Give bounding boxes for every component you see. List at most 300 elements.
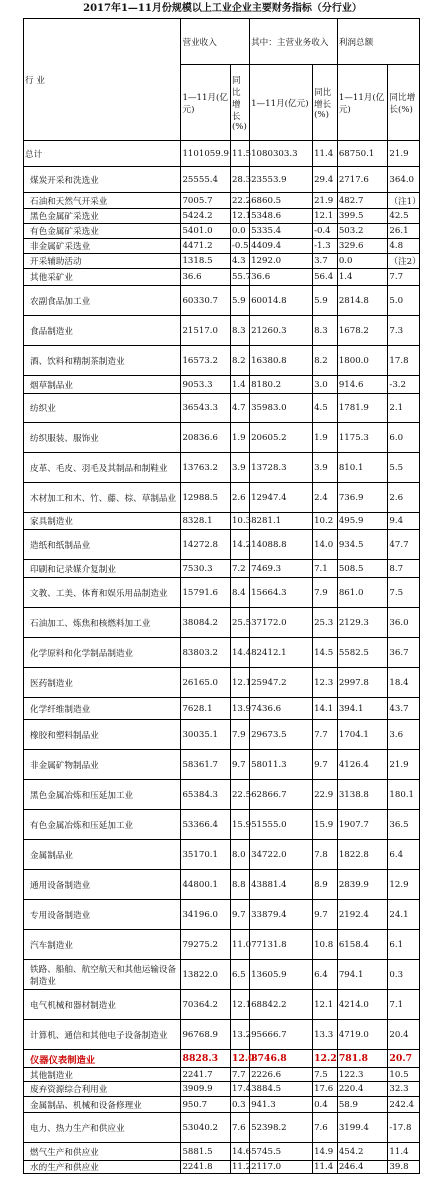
revenue-growth-cell: 3.9 [230,453,249,483]
table-row [24,1020,420,1050]
main-revenue-growth-cell: 15.9 [313,810,338,840]
profit-cell: 399.5 [337,209,388,224]
main-revenue-cell: 13605.9 [250,960,313,990]
main-revenue-growth-cell: 25.3 [313,608,338,638]
profit-cell: 3199.4 [337,1113,388,1143]
profit-cell: 2839.9 [337,870,388,900]
main-revenue-growth-cell: 22.9 [313,780,338,810]
revenue-cell: 70364.2 [181,990,230,1020]
main-revenue-cell: 62866.7 [250,780,313,810]
table-row [24,513,420,530]
profit-cell: 1175.3 [337,423,388,453]
profit-growth-cell: 180.1 [388,780,420,810]
industry-name-cell: 非金属矿物制品业 [24,750,181,780]
main-revenue-cell: 34722.0 [250,840,313,870]
revenue-cell: 58361.7 [181,750,230,780]
table-row [24,1143,420,1161]
revenue-cell: 8328.1 [181,513,230,530]
industry-name-cell: 总计 [24,141,181,167]
revenue-cell: 950.7 [181,1097,230,1113]
revenue-growth-cell: 9.7 [230,900,249,930]
table-row [24,870,420,900]
industry-name-cell: 其他制造业 [24,1068,181,1082]
industry-name-cell: 铁路、船舶、航空航天和其他运输设备制造业 [24,960,181,990]
main-revenue-cell: 941.3 [250,1097,313,1113]
industry-name-cell: 石油加工、炼焦和核燃料加工业 [24,608,181,638]
main-revenue-cell: 1292.0 [250,254,313,269]
table-row [24,810,420,840]
main-revenue-growth-cell: 12.1 [313,990,338,1020]
industry-name-cell: 电力、热力生产和供应业 [24,1113,181,1143]
main-revenue-cell: 37172.0 [250,608,313,638]
industry-name-cell: 印刷和记录媒介复制业 [24,560,181,578]
revenue-growth-cell: 9.7 [230,750,249,780]
financial-indicators-table [23,18,420,1174]
profit-cell: 58.9 [337,1097,388,1113]
main-revenue-growth-cell: 9.7 [313,900,338,930]
profit-growth-cell: 36.0 [388,608,420,638]
industry-name-cell: 烟草制品业 [24,376,181,394]
profit-cell: 482.7 [337,193,388,209]
profit-cell: 1678.2 [337,316,388,346]
revenue-growth-cell: 28.3 [230,167,249,193]
table-body [24,141,420,1174]
industry-name-cell: 橡胶和塑料制品业 [24,720,181,750]
main-revenue-growth-cell: 7.9 [313,578,338,608]
main-revenue-growth-cell: 14.0 [313,530,338,560]
industry-name-cell: 废弃资源综合利用业 [24,1082,181,1097]
main-revenue-cell: 25947.2 [250,668,313,698]
main-revenue-growth-cell: 14.5 [313,638,338,668]
revenue-growth-cell: 7.2 [230,560,249,578]
main-revenue-cell: 52398.2 [250,1113,313,1143]
profit-growth-cell: 12.9 [388,870,420,900]
revenue-growth-cell: 14.4 [230,638,249,668]
main-revenue-growth-cell: 4.5 [313,394,338,423]
revenue-growth-cell: 2.6 [230,483,249,513]
revenue-cell: 36543.3 [181,394,230,423]
revenue-growth-cell: 11.2 [231,1162,252,1172]
rev-growth-header: 同比增长(%) [230,65,249,141]
main-period-header: 1—11月(亿元) [250,65,313,141]
main-revenue-growth-cell: 21.9 [313,193,338,209]
profit-cell: 0.0 [337,254,388,269]
profit-growth-cell: 20.7 [388,1050,420,1068]
revenue-cell: 36.6 [181,269,230,286]
main-revenue-growth-cell: 17.6 [313,1082,338,1097]
main-revenue-cell: 95666.7 [250,1020,313,1050]
main-revenue-cell: 8281.1 [250,513,313,530]
revenue-cell: 16573.2 [181,346,230,376]
main-revenue-growth-cell: 12.2 [313,1050,338,1068]
main-revenue-growth-cell: 3.0 [313,376,338,394]
profit-cell: 246.4 [337,1161,388,1174]
profit-growth-cell: 21.9 [388,141,420,167]
industry-name-cell: 其他采矿业 [24,269,181,286]
main-revenue-growth-cell: 10.8 [313,930,338,960]
industry-header: 行 业 [24,19,181,141]
table-row [24,990,420,1020]
table-row [24,376,420,394]
main-revenue-cell: 6860.5 [250,193,313,209]
revenue-cell: 83803.2 [181,638,230,668]
table-row [24,900,420,930]
profit-cell: 2129.3 [337,608,388,638]
profit-cell: 508.5 [337,560,388,578]
revenue-cell: 53040.2 [181,1113,230,1143]
table-row [24,269,420,286]
main-revenue-cell: 23553.9 [250,167,313,193]
revenue-cell: 2241.8 [181,1161,230,1174]
revenue-growth-cell: 5.9 [230,286,249,316]
main-revenue-cell: 1080303.3 [250,141,313,167]
main-revenue-cell: 16380.8 [250,346,313,376]
revenue-growth-cell: 13.2 [230,1020,249,1050]
main-revenue-cell: 3884.5 [250,1082,313,1097]
revenue-growth-cell: -0.5 [230,239,249,254]
industry-name-cell: 计算机、通信和其他电子设备制造业 [24,1020,181,1050]
revenue-cell: 79275.2 [181,930,230,960]
revenue-cell: 13822.0 [181,960,230,990]
profit-cell: 781.8 [337,1050,388,1068]
table-row [24,530,420,560]
main-revenue-growth-cell: 5.9 [313,286,338,316]
profit-growth-cell: 18.4 [388,668,420,698]
revenue-growth-cell: 55.7 [230,269,249,286]
profit-growth-cell: 21.9 [388,750,420,780]
profit-cell: 810.1 [337,453,388,483]
table-row [24,638,420,668]
table-row [24,1097,420,1113]
revenue-cell: 25555.4 [181,167,230,193]
profit-header: 利润总额 [337,19,419,65]
industry-name-cell: 造纸和纸制品业 [24,530,181,560]
revenue-cell: 34196.0 [181,900,230,930]
table-row [24,141,420,167]
industry-name-cell: 皮革、毛皮、羽毛及其制品和制鞋业 [24,453,181,483]
revenue-growth-cell: 13.9 [230,698,249,720]
profit-growth-cell: -17.8 [388,1113,420,1143]
table-row [24,840,420,870]
profit-cell: 122.3 [337,1068,388,1082]
industry-name-cell: 通用设备制造业 [24,870,181,900]
table-row [24,239,420,254]
revenue-cell: 14272.8 [181,530,230,560]
industry-name-cell: 金属制品、机械和设备修理业 [24,1097,181,1113]
profit-cell: 4126.4 [337,750,388,780]
profit-cell: 329.6 [337,239,388,254]
main-revenue-growth-cell: 6.4 [313,960,338,990]
industry-name-cell: 煤炭开采和洗选业 [24,167,181,193]
profit-cell: 914.6 [337,376,388,394]
table-row [24,346,420,376]
table-row [24,286,420,316]
main-revenue-growth-cell: 8.2 [313,346,338,376]
profit-period-header: 1—11月(亿元) [337,65,388,141]
table-row [24,193,420,209]
revenue-cell: 26165.0 [181,668,230,698]
profit-cell: 1781.9 [337,394,388,423]
table-row [24,224,420,239]
revenue-cell: 44800.1 [181,870,230,900]
main-revenue-cell: 8180.2 [250,376,313,394]
industry-name-cell: 黑色金属冶炼和压延加工业 [24,780,181,810]
revenue-growth-cell: 8.8 [230,870,249,900]
main-revenue-growth-cell: 0.4 [313,1097,338,1113]
profit-growth-cell: 24.1 [388,900,420,930]
profit-growth-cell: 17.8 [388,346,420,376]
main-revenue-cell: 21260.3 [250,316,313,346]
profit-growth-cell: -3.2 [388,376,420,394]
main-revenue-cell: 36.6 [250,269,313,286]
revenue-cell: 13763.2 [181,453,230,483]
revenue-growth-cell: 8.0 [230,840,249,870]
profit-growth-cell: （注1） [388,193,420,209]
profit-cell: 1822.8 [337,840,388,870]
industry-name-cell: 化学纤维制造业 [24,698,181,720]
main-revenue-growth-cell: 12.1 [313,209,338,224]
profit-growth-cell: 6.1 [388,930,420,960]
table-row [24,316,420,346]
revenue-growth-cell: 22.2 [230,193,249,209]
main-revenue-growth-cell: 12.3 [313,668,338,698]
main-revenue-cell: 13728.3 [250,453,313,483]
main-revenue-cell: 2226.6 [250,1068,313,1082]
revenue-growth-cell: 14.6 [230,1143,249,1161]
table-row [24,608,420,638]
main-revenue-header: 其中：主营业务收入 [250,19,338,65]
profit-growth-cell: 39.8 [388,1161,420,1174]
profit-cell: 1.4 [337,269,388,286]
profit-cell: 2814.8 [337,286,388,316]
revenue-growth-cell: 14.2 [230,530,249,560]
industry-name-cell: 食品制造业 [24,316,181,346]
revenue-growth-cell: 8.4 [230,578,249,608]
profit-cell: 6158.4 [337,930,388,960]
industry-name-cell: 酒、饮料和精制茶制造业 [24,346,181,376]
main-revenue-growth-cell: -1.3 [313,239,338,254]
profit-growth-cell: 26.1 [388,224,420,239]
main-revenue-growth-cell: 9.7 [313,750,338,780]
revenue-cell: 4471.2 [181,239,230,254]
profit-growth-cell: 7.1 [388,990,420,1020]
profit-cell: 4214.0 [337,990,388,1020]
profit-cell: 1704.1 [337,720,388,750]
table-row [24,750,420,780]
main-revenue-cell: 5745.5 [250,1143,313,1161]
main-revenue-growth-cell: 7.1 [313,560,338,578]
profit-cell: 1800.0 [337,346,388,376]
profit-growth-cell: 47.7 [388,530,420,560]
revenue-growth-cell: 0.3 [230,1097,249,1113]
table-row [24,720,420,750]
profit-growth-cell: 6.4 [388,840,420,870]
industry-name-cell: 水的生产和供应业 [24,1161,181,1174]
revenue-cell: 38084.2 [181,608,230,638]
revenue-growth-cell: 8.3 [230,316,249,346]
revenue-cell: 1318.5 [181,254,230,269]
main-revenue-cell: 4409.4 [250,239,313,254]
revenue-growth-cell: 4.7 [230,394,249,423]
table-row [24,1113,420,1143]
revenue-cell: 53366.4 [181,810,230,840]
main-revenue-cell: 68842.2 [250,990,313,1020]
revenue-growth-cell: 12.0 [230,1050,249,1068]
rev-period-header: 1—11月(亿元) [181,65,230,141]
revenue-growth-cell: 7.9 [230,720,249,750]
main-revenue-cell: 35983.0 [250,394,313,423]
profit-cell: 454.2 [337,1143,388,1161]
main-revenue-growth-cell: 3.9 [313,453,338,483]
table-row [24,698,420,720]
revenue-cell: 1101059.9 [181,141,230,167]
main-revenue-growth-cell: 11.4 [313,1161,338,1174]
industry-name-cell: 仪器仪表制造业 [24,1050,181,1068]
table-row [24,1161,420,1174]
revenue-growth-cell: 11.5 [230,141,249,167]
profit-cell: 2717.6 [337,167,388,193]
main-revenue-cell: 2117.0 [250,1161,313,1174]
industry-name-cell: 开采辅助活动 [24,254,181,269]
main-revenue-growth-cell: 1.9 [313,423,338,453]
profit-growth-cell: 2.6 [388,483,420,513]
main-revenue-cell: 14088.8 [250,530,313,560]
revenue-growth-cell: 6.5 [230,960,249,990]
profit-growth-cell: 8.7 [388,560,420,578]
profit-growth-cell: 4.8 [388,239,420,254]
table-row [24,254,420,269]
main-revenue-cell: 20605.2 [250,423,313,453]
main-revenue-growth-cell: 56.4 [313,269,338,286]
main-revenue-growth-cell: 13.3 [313,1020,338,1050]
main-revenue-cell: 82412.1 [250,638,313,668]
header-row-1 [24,19,420,65]
table-row [24,394,420,423]
industry-name-cell: 农副食品加工业 [24,286,181,316]
revenue-cell: 7005.7 [181,193,230,209]
industry-name-cell: 专用设备制造业 [24,900,181,930]
revenue-cell: 12988.5 [181,483,230,513]
main-revenue-cell: 12947.4 [250,483,313,513]
main-revenue-cell: 29673.5 [250,720,313,750]
revenue-cell: 5424.2 [181,209,230,224]
profit-growth-cell: 36.5 [388,810,420,840]
main-revenue-cell: 8746.8 [250,1050,313,1068]
profit-growth-cell: 364.0 [388,167,420,193]
industry-name-cell: 黑色金属矿采选业 [24,209,181,224]
revenue-growth-cell: 17.4 [230,1082,249,1097]
revenue-growth-cell: 7.7 [230,1068,249,1082]
revenue-growth-cell: 7.6 [230,1113,249,1143]
main-revenue-cell: 51555.0 [250,810,313,840]
main-revenue-cell: 15664.3 [250,578,313,608]
table-row [24,1082,420,1097]
profit-growth-cell: 7.5 [388,578,420,608]
profit-growth-cell: 32.3 [388,1082,420,1097]
revenue-cell: 7530.3 [181,560,230,578]
main-revenue-cell: 5348.6 [250,209,313,224]
main-revenue-cell: 5335.4 [250,224,313,239]
table-row [24,209,420,224]
revenue-growth-cell: 25.5 [230,608,249,638]
profit-growth-cell: 10.5 [388,1068,420,1082]
revenue-growth-cell: 12.1 [230,990,249,1020]
main-revenue-growth-cell: 8.3 [313,316,338,346]
profit-cell: 220.4 [337,1082,388,1097]
table-row [24,780,420,810]
main-revenue-growth-cell: 8.9 [313,870,338,900]
profit-growth-cell: 5.0 [388,286,420,316]
industry-name-cell: 文教、工美、体育和娱乐用品制造业 [24,578,181,608]
main-revenue-cell: 58011.3 [250,750,313,780]
table-row [24,668,420,698]
revenue-cell: 5401.0 [181,224,230,239]
main-revenue-growth-cell: 14.1 [313,698,338,720]
revenue-growth-cell: 1.9 [230,423,249,453]
main-revenue-growth-cell: 11.4 [313,141,338,167]
profit-cell: 2192.4 [337,900,388,930]
table-row [24,1050,420,1068]
table-row [24,960,420,990]
profit-growth-cell: 6.0 [388,423,420,453]
industry-name-cell: 化学原料和化学制品制造业 [24,638,181,668]
revenue-cell: 20836.6 [181,423,230,453]
profit-growth-cell: 7.7 [388,269,420,286]
revenue-growth-cell: 22.5 [230,780,249,810]
industry-name-cell: 金属制品业 [24,840,181,870]
profit-growth-cell: 2.1 [388,394,420,423]
revenue-cell: 60330.7 [181,286,230,316]
revenue-growth-cell: 0.0 [230,224,249,239]
main-revenue-growth-cell: 7.7 [313,720,338,750]
industry-name-cell: 汽车制造业 [24,930,181,960]
revenue-cell: 5881.5 [181,1143,230,1161]
revenue-cell: 8828.3 [181,1050,230,1068]
profit-cell: 1907.7 [337,810,388,840]
profit-growth-cell: 5.5 [388,453,420,483]
main-revenue-growth-cell: 7.8 [313,840,338,870]
revenue-growth-cell: 1.4 [230,376,249,394]
revenue-header: 营业收入 [181,19,250,65]
profit-cell: 3138.8 [337,780,388,810]
main-revenue-cell: 7469.3 [250,560,313,578]
revenue-cell: 2241.7 [181,1068,230,1082]
revenue-cell: 3909.9 [181,1082,230,1097]
revenue-growth-cell: 4.3 [230,254,249,269]
profit-cell: 934.5 [337,530,388,560]
profit-growth-cell: 43.7 [388,698,420,720]
profit-cell: 5582.5 [337,638,388,668]
industry-name-cell: 电气机械和器材制造业 [24,990,181,1020]
main-revenue-cell: 33879.4 [250,900,313,930]
revenue-cell: 65384.3 [181,780,230,810]
profit-growth-cell: 11.4 [388,1143,420,1161]
profit-cell: 394.1 [337,698,388,720]
industry-name-cell: 木材加工和木、竹、藤、棕、草制品业 [24,483,181,513]
table-row [24,1068,420,1082]
profit-growth-cell: 242.4 [388,1097,420,1113]
revenue-cell: 96768.9 [181,1020,230,1050]
profit-cell: 861.0 [337,578,388,608]
profit-growth-cell: 36.7 [388,638,420,668]
table-row [24,560,420,578]
main-revenue-growth-cell: 7.5 [313,1068,338,1082]
industry-name-cell: 纺织业 [24,394,181,423]
profit-cell: 503.2 [337,224,388,239]
main-revenue-cell: 43881.4 [250,870,313,900]
revenue-growth-cell: 11.0 [230,930,249,960]
revenue-cell: 21517.0 [181,316,230,346]
